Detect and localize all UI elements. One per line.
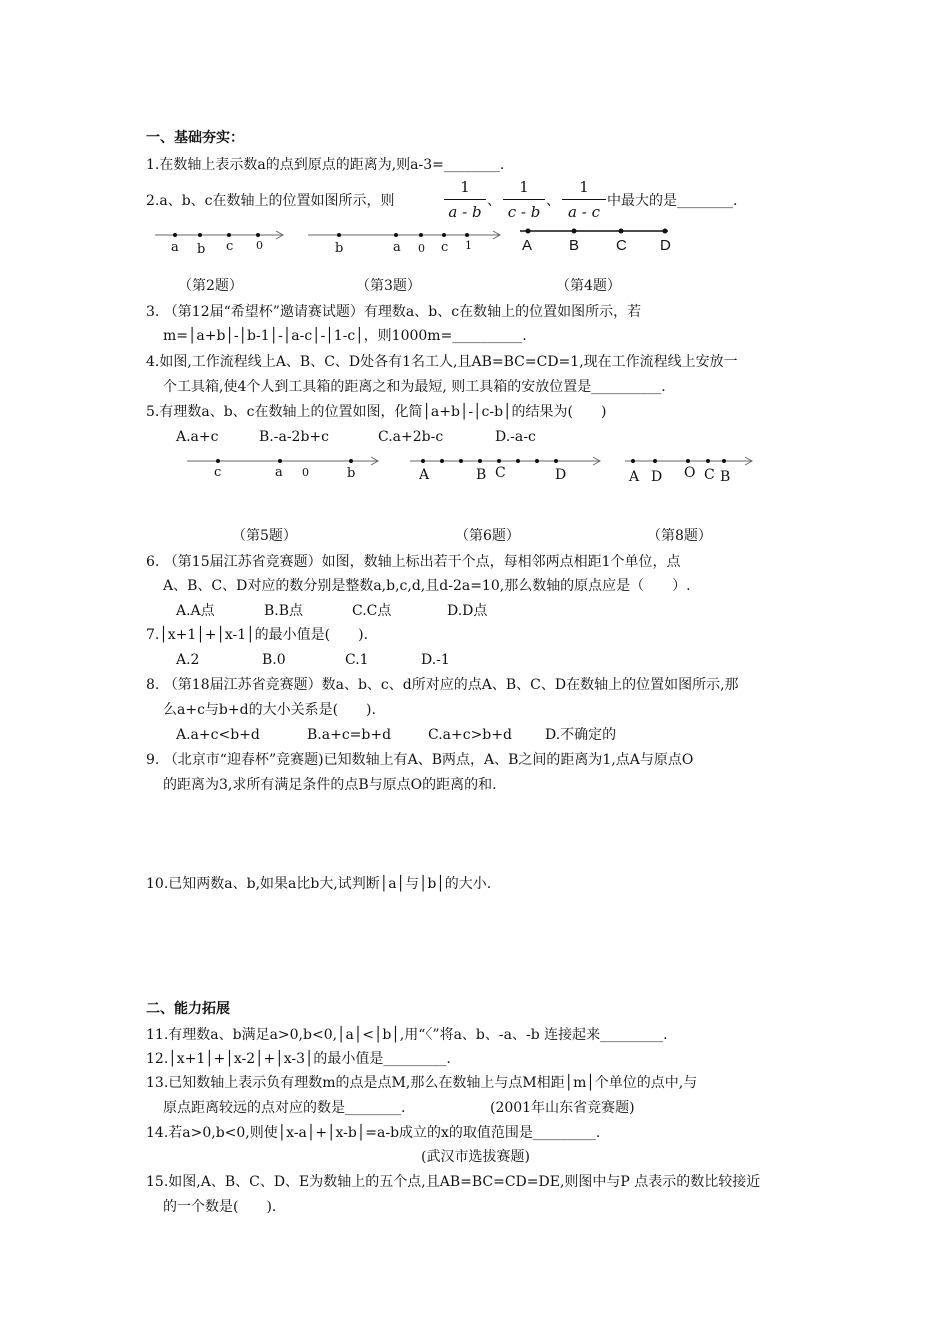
question-1: 1.在数轴上表示数a的点到原点的距离为,则a-3=________. bbox=[146, 157, 505, 173]
question-4-line2: 个工具箱,使4个人到工具箱的距离之和为最短, 则工具箱的安放位置是__________. bbox=[163, 379, 666, 395]
question-15-line1: 15.如图,A、B、C、D、E为数轴上的五个点,且AB=BC=CD=DE,则图中与P 点表示的数比较接近 bbox=[146, 1174, 761, 1190]
fig6-label-B: B bbox=[476, 467, 487, 483]
question-5-option-b: B.-a-2b+c bbox=[259, 429, 329, 445]
fig4-label-C: C bbox=[616, 237, 627, 254]
question-13-line1: 13.已知数轴上表示负有理数m的点是点M,那么在数轴上与点M相距│m│个单位的点中,与 bbox=[146, 1075, 698, 1091]
question-7-stem: 7.│x+1│+│x-1│的最小值是( ). bbox=[146, 627, 368, 643]
caption-fig2: （第2题） bbox=[178, 278, 243, 294]
fig4-label-B: B bbox=[569, 237, 580, 254]
number-line-fig2 bbox=[155, 231, 283, 239]
question-7-option-d: D.-1 bbox=[421, 652, 450, 668]
caption-fig5: （第5题） bbox=[232, 528, 297, 544]
question-6-line1: 6. （第15届江苏省竞赛题）如图，数轴上标出若干个点，每相邻两点相距1个单位，点 bbox=[146, 554, 681, 570]
caption-fig4: （第4题） bbox=[556, 278, 621, 294]
fig6-label-D: D bbox=[555, 467, 567, 483]
question-6-option-a: A.A点 bbox=[176, 603, 215, 619]
question-14-line1: 14.若a>0,b<0,则使│x-a│+│x-b│=a-b成立的x的取值范围是_________. bbox=[146, 1125, 601, 1141]
fig2-label-a: a bbox=[171, 240, 179, 255]
question-7-option-a: A.2 bbox=[176, 652, 200, 668]
question-3-line1: 3. （第12届“希望杯”邀请赛试题）有理数a、b、c在数轴上的位置如图所示，若 bbox=[146, 304, 642, 320]
fig8-label-C: C bbox=[704, 467, 715, 483]
caption-fig8: （第8题） bbox=[647, 528, 712, 544]
number-line-fig5 bbox=[187, 457, 378, 465]
question-15-line2: 的一个数是( ). bbox=[163, 1199, 277, 1215]
question-8-option-a: A.a+c<b+d bbox=[176, 727, 260, 743]
fraction-1-over-a-minus-c: 1 a - c bbox=[562, 178, 606, 221]
question-2-suffix: 中最大的是________. bbox=[607, 193, 738, 209]
number-line-fig4 bbox=[520, 229, 668, 234]
separator: 、 bbox=[546, 193, 560, 209]
fig3-label-c: c bbox=[441, 240, 449, 255]
fig4-label-A: A bbox=[522, 237, 533, 254]
question-3-line2: m=│a+b│-│b-1│-│a-c│-│1-c│，则1000m=__________. bbox=[163, 328, 527, 344]
number-line-fig8 bbox=[625, 457, 752, 465]
question-13-line2: 原点距离较远的点对应的数是________. bbox=[163, 1100, 406, 1116]
question-9-line2: 的距离为3,求所有满足条件的点B与原点O的距离的和. bbox=[163, 777, 497, 793]
fig6-label-A: A bbox=[419, 467, 430, 483]
question-8-option-c: C.a+c>b+d bbox=[428, 727, 512, 743]
section-title-extension: 二、能力拓展 bbox=[146, 1001, 230, 1017]
number-line-fig3 bbox=[308, 231, 500, 239]
fig6-label-C: C bbox=[495, 465, 506, 481]
fig8-label-A: A bbox=[629, 469, 640, 485]
question-8-option-d: D.不确定的 bbox=[545, 727, 617, 743]
question-11: 11.有理数a、b满足a>0,b<0,│a│<│b│,用“〈”将a、b、-a、-b 连接起来_________. bbox=[146, 1027, 668, 1043]
fig8-label-O: O bbox=[684, 465, 696, 481]
question-14-source: (武汉市选拔赛题) bbox=[421, 1149, 530, 1165]
question-5-option-d: D.-a-c bbox=[495, 429, 536, 445]
question-6-option-b: B.B点 bbox=[264, 603, 304, 619]
fig5-label-0: 0 bbox=[302, 466, 309, 479]
fig3-label-b: b bbox=[335, 241, 344, 256]
fig2-label-0: 0 bbox=[256, 239, 263, 252]
number-line-fig6 bbox=[410, 457, 600, 465]
question-10: 10.已知两数a、b,如果a比b大,试判断│a│与│b│的大小. bbox=[146, 876, 492, 892]
question-12: 12.│x+1│+│x-2│+│x-3│的最小值是_________. bbox=[146, 1051, 451, 1067]
question-7-option-b: B.0 bbox=[262, 652, 286, 668]
question-5-option-c: C.a+2b-c bbox=[378, 429, 444, 445]
question-2-prefix: 2.a、b、c在数轴上的位置如图所示，则 bbox=[146, 193, 395, 209]
question-5-option-a: A.a+c bbox=[176, 429, 219, 445]
question-8-option-b: B.a+c=b+d bbox=[307, 727, 392, 743]
fig8-label-D: D bbox=[651, 469, 663, 485]
question-9-line1: 9. （北京市“迎春杯”竞赛题)已知数轴上有A、B两点，A、B之间的距离为1,点A与原点O bbox=[146, 752, 694, 768]
fraction-1-over-a-minus-b: 1 a - b bbox=[444, 178, 486, 221]
question-4-line1: 4.如图,工作流程线上A、B、C、D处各有1名工人,且AB=BC=CD=1,现在工作流程线上安放一 bbox=[146, 354, 738, 370]
question-8-line2: 么a+c与b+d的大小关系是( ). bbox=[163, 702, 376, 718]
fig3-label-0: 0 bbox=[418, 242, 425, 255]
fig4-label-D: D bbox=[660, 237, 671, 254]
fig3-label-a: a bbox=[393, 240, 401, 255]
fig2-label-b: b bbox=[197, 242, 206, 257]
question-5-stem: 5.有理数a、b、c在数轴上的位置如图，化简│a+b│-│c-b│的结果为( ) bbox=[146, 404, 607, 420]
caption-fig3: （第3题） bbox=[356, 278, 421, 294]
fig3-label-1: 1 bbox=[465, 239, 472, 252]
question-6-option-d: D.D点 bbox=[447, 603, 488, 619]
fig2-label-c: c bbox=[226, 239, 234, 254]
fig5-label-a: a bbox=[275, 465, 283, 480]
section-title-basics: 一、基础夯实： bbox=[146, 130, 244, 146]
question-8-line1: 8. （第18届江苏省竞赛题）数a、b、c、d所对应的点A、B、C、D在数轴上的位置如图所示,那 bbox=[146, 677, 739, 693]
fig5-label-b: b bbox=[347, 466, 356, 481]
question-7-option-c: C.1 bbox=[345, 652, 369, 668]
caption-fig6: （第6题） bbox=[455, 528, 520, 544]
question-6-option-c: C.C点 bbox=[352, 603, 392, 619]
separator: 、 bbox=[487, 193, 501, 209]
fig8-label-B: B bbox=[720, 469, 731, 485]
fraction-1-over-c-minus-b: 1 c - b bbox=[503, 178, 545, 221]
fig5-label-c: c bbox=[214, 465, 222, 480]
question-13-source: (2001年山东省竞赛题) bbox=[490, 1100, 635, 1116]
question-6-line2: A、B、C、D对应的数分别是整数a,b,c,d,且d-2a=10,那么数轴的原点应是（ ）. bbox=[163, 578, 691, 594]
